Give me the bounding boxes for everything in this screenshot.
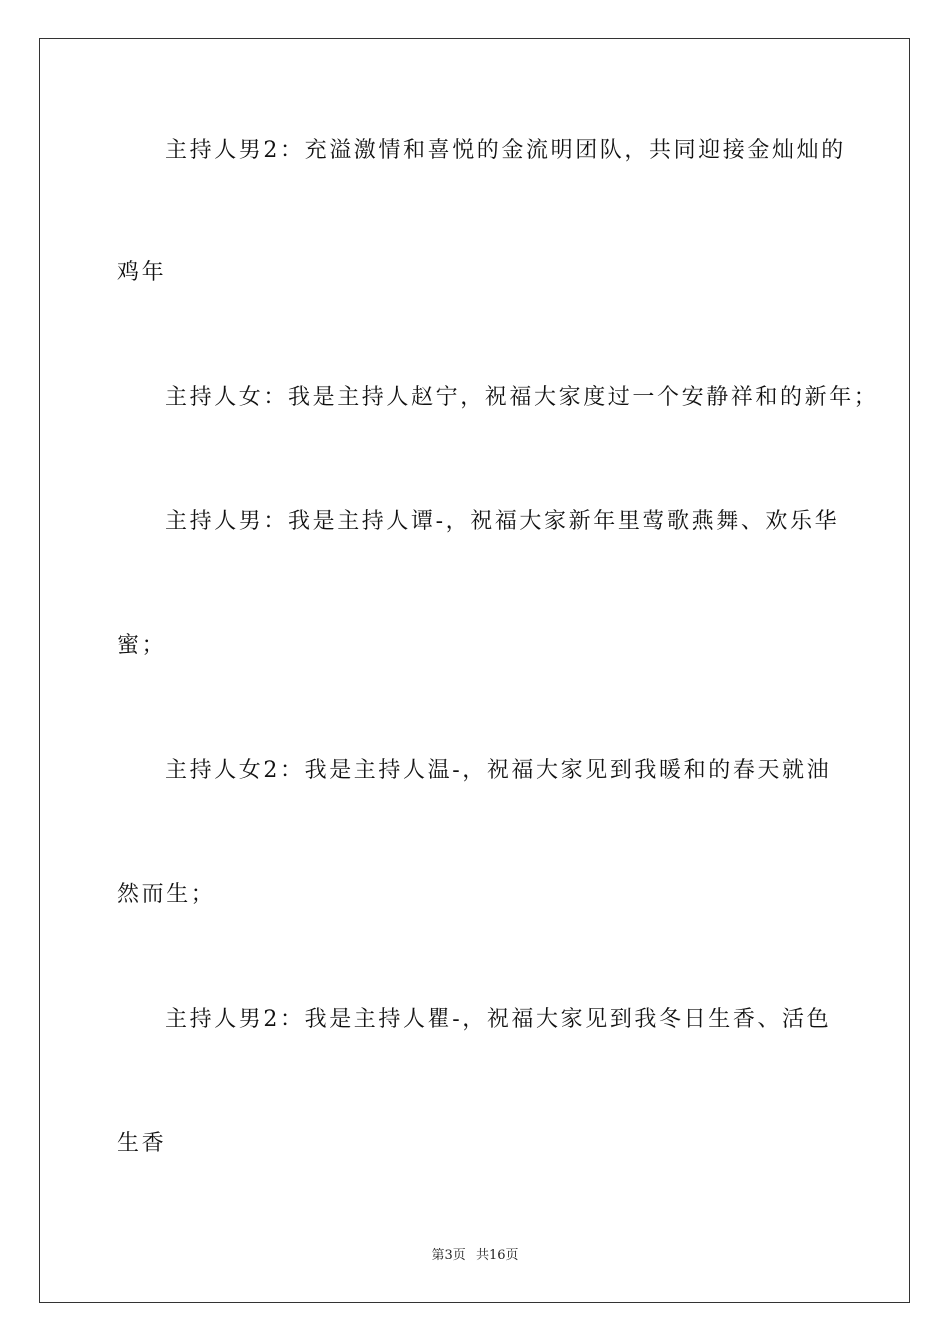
- paragraph-line: 主持人男2：充溢激情和喜悦的金流明团队，共同迎接金灿灿的: [165, 138, 846, 163]
- paragraph-line: 主持人女2：我是主持人温-，祝福大家见到我暖和的春天就油: [165, 758, 832, 783]
- paragraph-line: 鸡年: [117, 260, 167, 285]
- current-page-number: 第3页: [431, 1248, 466, 1263]
- page-footer: [0, 1247, 950, 1265]
- paragraph-line: 蜜；: [117, 633, 167, 658]
- paragraph-line: 然而生；: [117, 882, 216, 907]
- paragraph-line: 主持人男2：我是主持人瞿-，祝福大家见到我冬日生香、活色: [165, 1007, 832, 1032]
- paragraph-line: 主持人女：我是主持人赵宁，祝福大家度过一个安静祥和的新年；: [165, 385, 879, 410]
- paragraph-line: 生香: [117, 1131, 167, 1156]
- page-border: [39, 38, 910, 1303]
- paragraph-line: 主持人男：我是主持人谭-，祝福大家新年里莺歌燕舞、欢乐华: [165, 509, 840, 534]
- total-page-count: 共16页: [475, 1248, 519, 1263]
